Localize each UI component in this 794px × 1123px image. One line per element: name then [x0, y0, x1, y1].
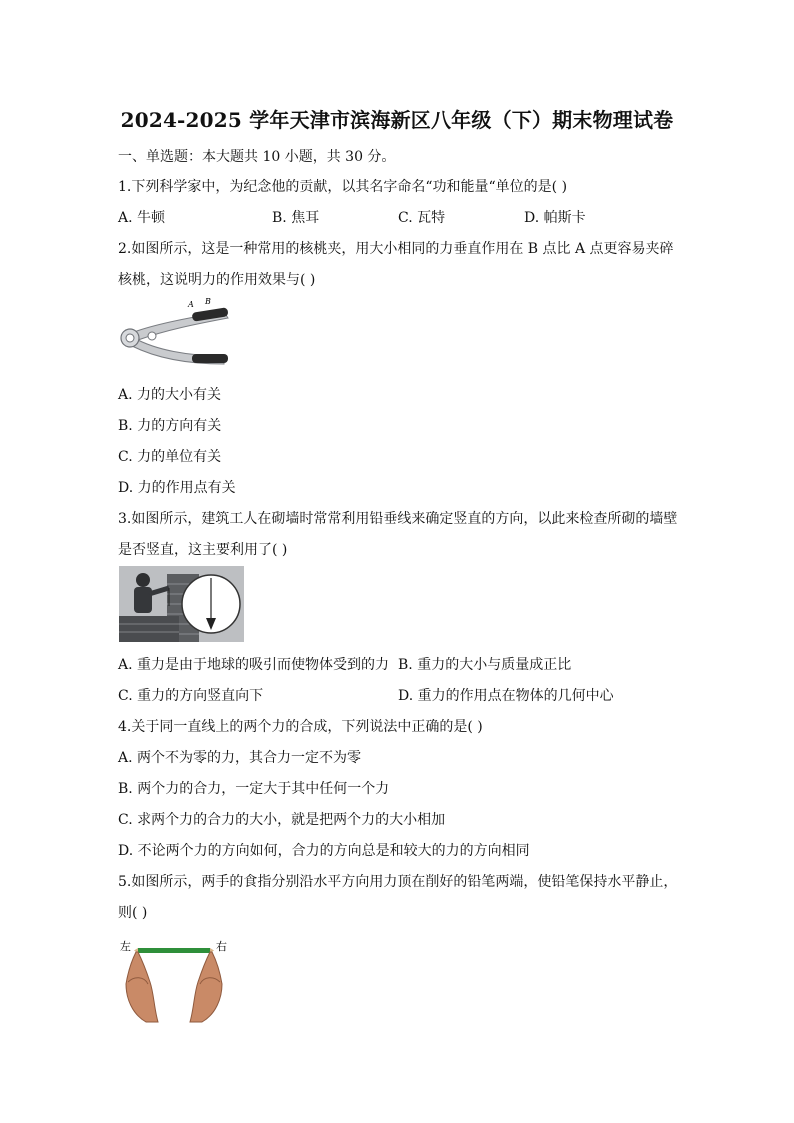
q3-option-d: D. 重力的作用点在物体的几何中心: [398, 688, 614, 704]
q4-option-b: B. 两个力的合力，一定大于其中任何一个力: [118, 781, 390, 797]
plumb-line-figure: [119, 566, 244, 642]
q3-option-c: C. 重力的方向竖直向下: [118, 688, 264, 704]
q2-option-c: C. 力的单位有关: [118, 449, 222, 465]
q2-option-a: A. 力的大小有关: [118, 387, 222, 403]
q2-option-d: D. 力的作用点有关: [118, 480, 236, 496]
q4-option-d: D. 不论两个力的方向如何，合力的方向总是和较大的力的方向相同: [118, 843, 530, 859]
question-3-stem-line-2: 是否竖直，这主要利用了( ): [118, 542, 288, 558]
figure-label-left: 左: [120, 940, 131, 953]
q3-option-a: A. 重力是由于地球的吸引而使物体受到的力: [118, 657, 390, 673]
q2-option-b: B. 力的方向有关: [118, 418, 222, 434]
q1-option-c: C. 瓦特: [398, 210, 446, 226]
q1-option-a: A. 牛顿: [118, 210, 166, 226]
pencil-hands-figure: [118, 932, 230, 1024]
exam-title: 2024-2025 学年天津市滨海新区八年级（下）期末物理试卷: [120, 108, 674, 132]
question-5-stem-line-2: 则( ): [118, 905, 148, 921]
question-4-stem: 4.关于同一直线上的两个力的合成，下列说法中正确的是( ): [118, 719, 483, 735]
q4-option-c: C. 求两个力的合力的大小，就是把两个力的大小相加: [118, 812, 446, 828]
q3-option-b: B. 重力的大小与质量成正比: [398, 657, 572, 673]
figure-label-right: 右: [216, 940, 227, 953]
nutcracker-figure: [116, 298, 232, 370]
figure-label-b: B: [205, 298, 211, 306]
q1-option-b: B. 焦耳: [272, 210, 320, 226]
question-3-stem-line-1: 3.如图所示，建筑工人在砌墙时常常利用铅垂线来确定竖直的方向，以此来检查所砌的墙壁: [118, 511, 678, 527]
question-1-stem: 1.下列科学家中，为纪念他的贡献，以其名字命名“功和能量“单位的是( ): [118, 179, 568, 195]
q1-option-d: D. 帕斯卡: [524, 210, 586, 226]
question-5-stem-line-1: 5.如图所示，两手的食指分别沿水平方向用力顶在削好的铅笔两端，使铅笔保持水平静止，: [118, 874, 678, 890]
figure-label-a: A: [188, 300, 194, 309]
section-heading: 一、单选题：本大题共 10 小题，共 30 分。: [118, 149, 396, 165]
question-2-stem-line-2: 核桃，这说明力的作用效果与( ): [118, 272, 316, 288]
q4-option-a: A. 两个不为零的力，其合力一定不为零: [118, 750, 362, 766]
question-2-stem-line-1: 2.如图所示，这是一种常用的核桃夹，用大小相同的力垂直作用在 B 点比 A 点更容易夹碎: [118, 241, 674, 257]
